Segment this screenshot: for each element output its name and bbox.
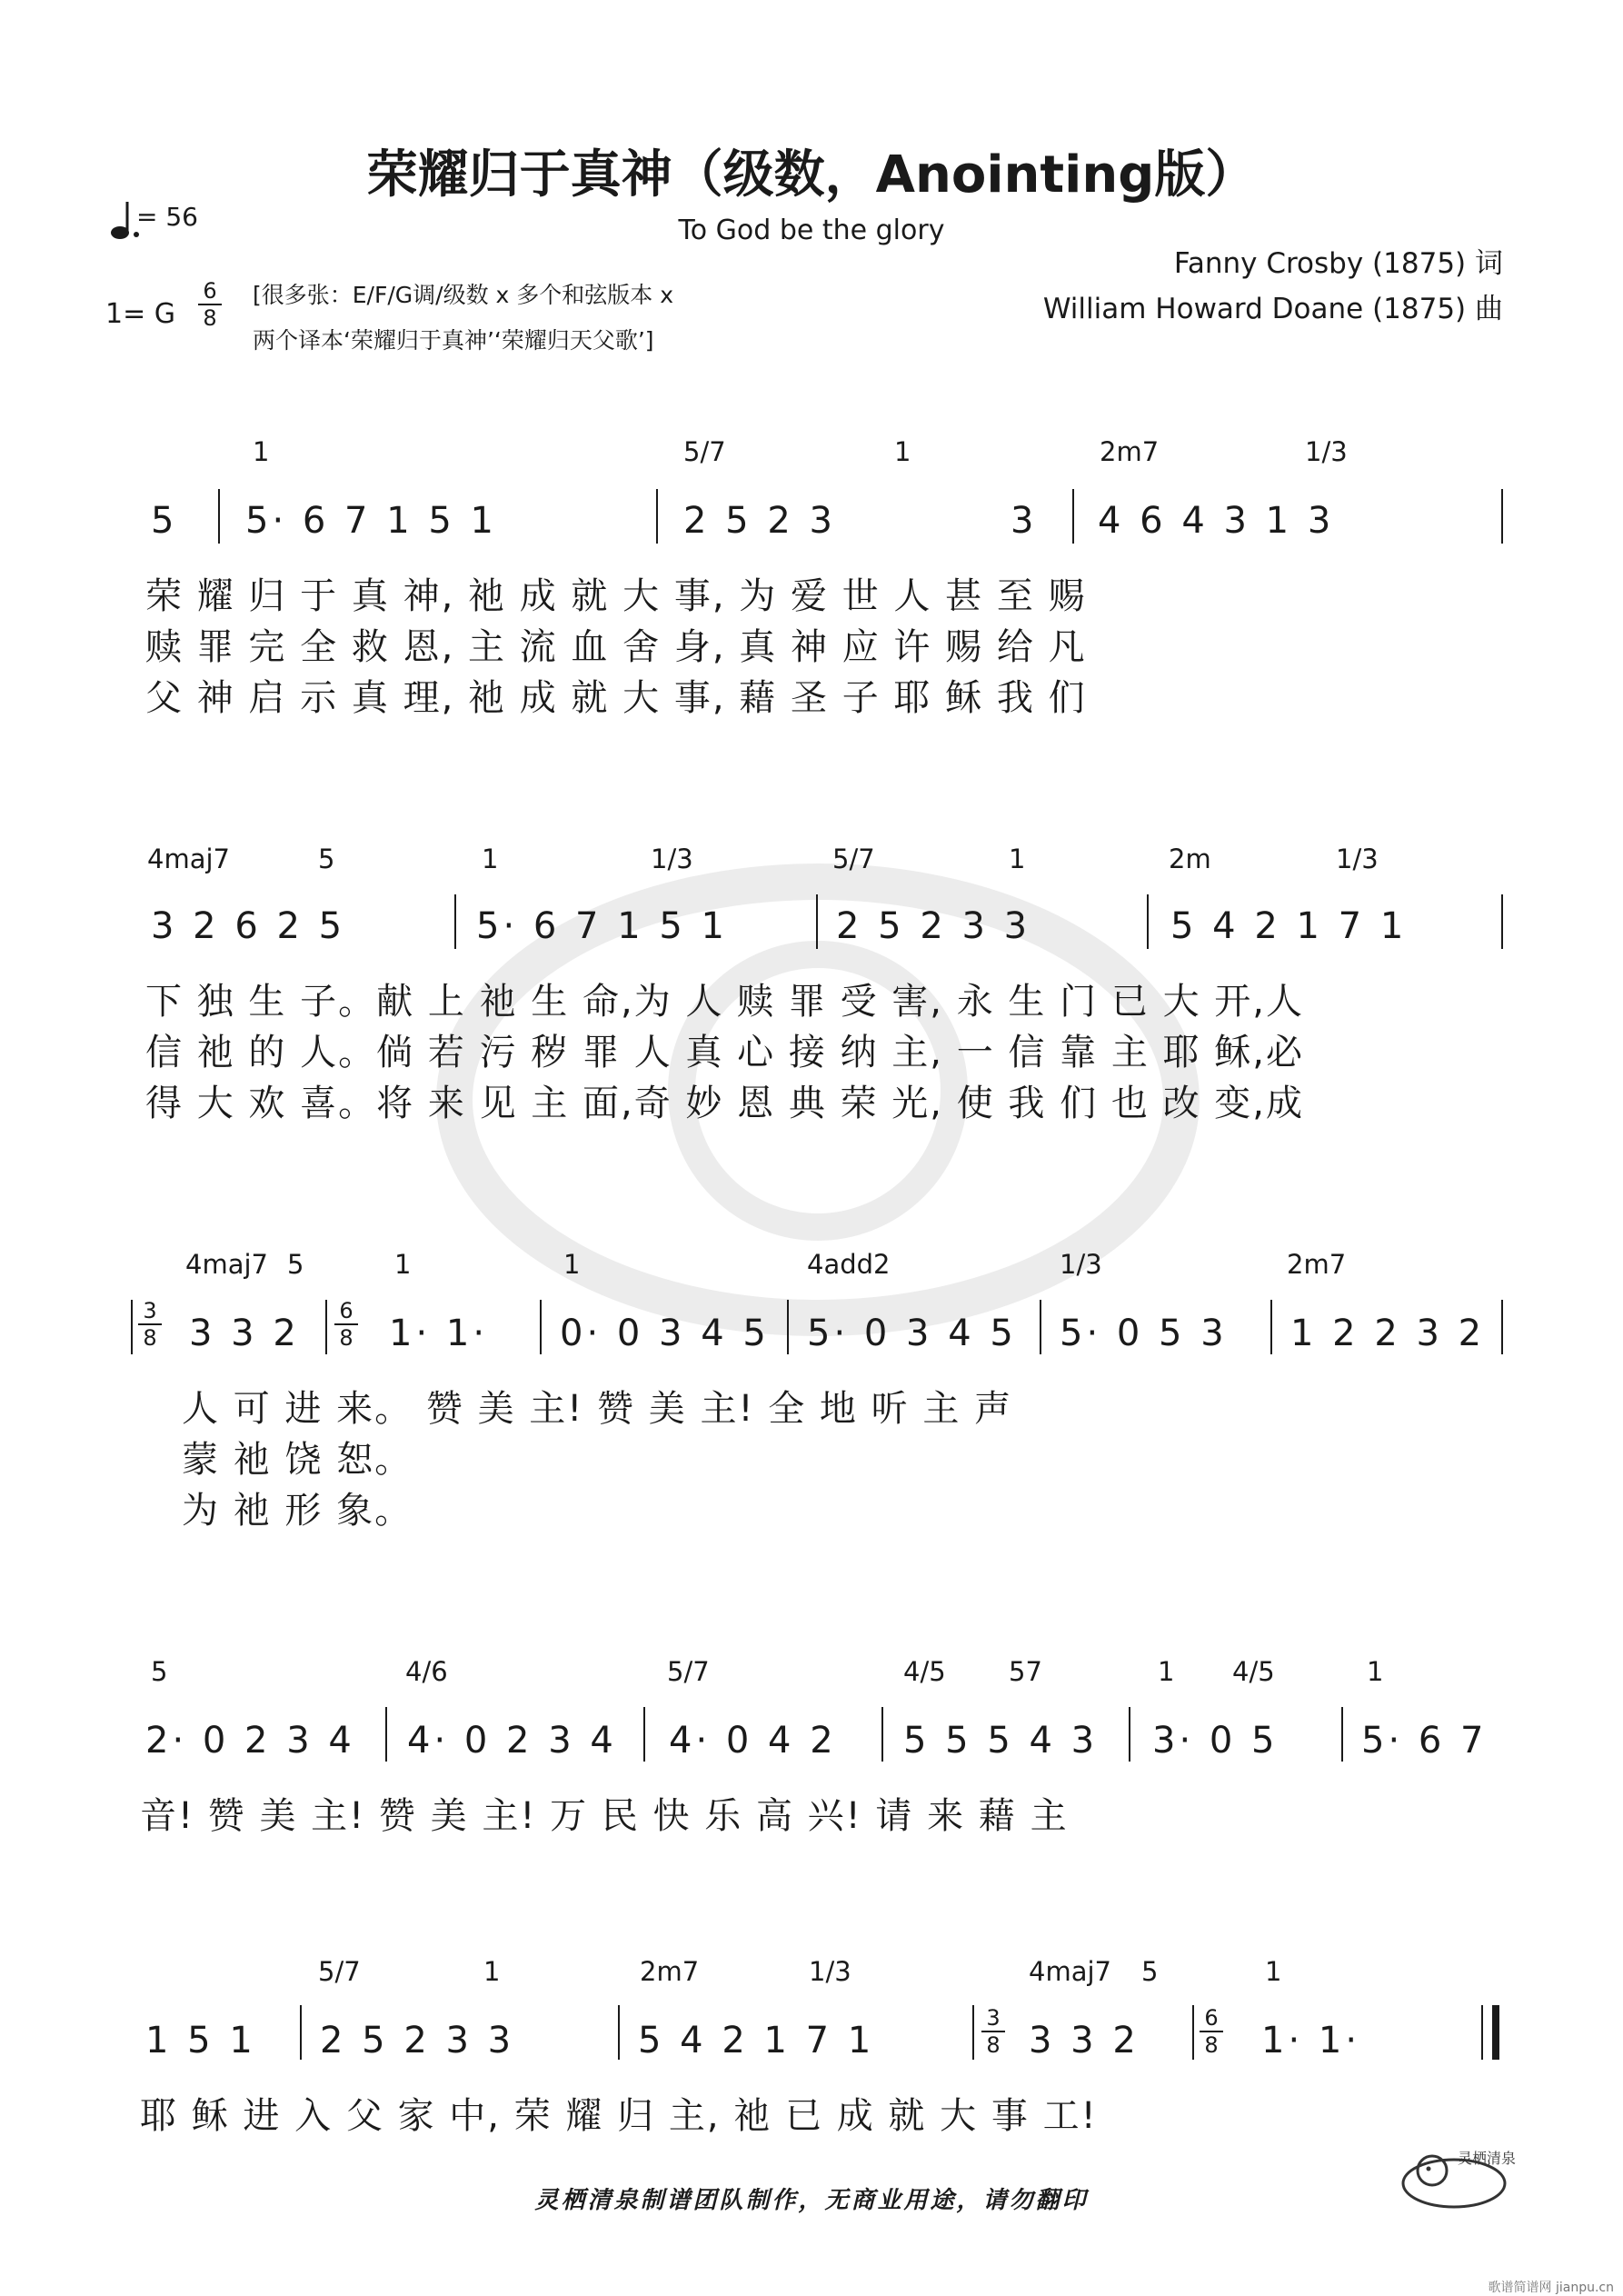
chord: 5/7 — [683, 436, 726, 467]
note-group: 3 — [1011, 500, 1038, 542]
bar-line — [643, 1707, 645, 1762]
lyric-verse-3: 得 大 欢 喜。将 来 见 主 面,奇 妙 恩 典 荣 光, 使 我 们 也 改 变,成 — [145, 1083, 1305, 1124]
chord: 1 — [1009, 844, 1026, 874]
version-note — [253, 273, 673, 364]
time-signature — [138, 1298, 162, 1351]
lyric-verse-3: 父 神 启 示 真 理, 祂 成 就 大 事, 藉 圣 子 耶 稣 我 们 — [145, 677, 1087, 719]
bar-line — [1341, 1707, 1343, 1762]
bar-line — [816, 894, 818, 949]
time-signature-top: 6 — [203, 278, 217, 304]
chord: 1 — [1265, 1956, 1282, 1987]
chord: 1 — [253, 436, 270, 467]
bar-line — [1501, 894, 1503, 949]
chord: 1 — [894, 436, 911, 467]
chord: 57 — [1009, 1656, 1042, 1687]
chord: 1/3 — [1336, 844, 1379, 874]
version-note-line-2: 两个译本‘荣耀归于真神’‘荣耀归天父歌’] — [253, 327, 654, 354]
bar-line — [881, 1707, 883, 1762]
time-signature-bottom: 8 — [1200, 2031, 1223, 2058]
bar-line — [1147, 894, 1149, 949]
footer-credit: 灵栖清泉制谱团队制作，无商业用途，请勿翻印 — [534, 2187, 1089, 2214]
chord: 4maj7 — [147, 844, 230, 874]
lyric-verse-1: 人 可 进 来。 赞 美 主! 赞 美 主! 全 地 听 主 声 — [182, 1388, 1013, 1430]
bar-line — [131, 1300, 133, 1354]
chord: 1/3 — [1060, 1249, 1102, 1280]
note-group: 1 5 1 — [145, 2020, 256, 2061]
lyric-verse-1: 音! 赞 美 主! 赞 美 主! 万 民 快 乐 高 兴! 请 来 藉 主 — [140, 1795, 1069, 1837]
note-group: 5· 6 7 1 5 1 — [245, 500, 497, 542]
sheep-logo-icon — [1381, 2127, 1518, 2218]
chord: 2m7 — [1100, 436, 1160, 467]
lyric-verse-1: 下 独 生 子。献 上 祂 生 命,为 人 赎 罪 受 害, 永 生 门 已 大 开,人 — [145, 981, 1305, 1023]
lyric-verse-2: 信 祂 的 人。倘 若 污 秽 罪 人 真 心 接 纳 主, 一 信 靠 主 耶 稣,必 — [145, 1032, 1305, 1073]
chord: 2m7 — [640, 1956, 700, 1987]
time-signature-bottom: 8 — [334, 1323, 358, 1351]
final-bar-line-thin — [1481, 2005, 1483, 2060]
time-signature — [981, 2005, 1005, 2058]
logo-text: 灵栖清泉 — [1458, 2150, 1517, 2167]
time-signature-bottom: 8 — [138, 1323, 162, 1351]
lyric-verse-1: 荣 耀 归 于 真 神, 祂 成 就 大 事, 为 爱 世 人 甚 至 赐 — [145, 575, 1087, 617]
chord: 1/3 — [809, 1956, 851, 1987]
note-group: 0· 0 3 4 5 — [560, 1313, 770, 1354]
chord: 5 — [318, 844, 335, 874]
note-group: 2 5 2 3 — [683, 500, 836, 542]
note-group: 3 3 2 — [189, 1313, 300, 1354]
song-title: 荣耀归于真神（级数，Anointing版） — [366, 145, 1257, 205]
website-watermark: 歌谱简谱网 jianpu.cn — [1488, 2281, 1614, 2295]
chord: 2m — [1169, 844, 1211, 874]
note-group: 1 2 2 3 2 — [1290, 1313, 1486, 1354]
time-signature-bottom: 8 — [981, 2031, 1005, 2058]
note-group: 5 — [151, 500, 178, 542]
bar-line — [540, 1300, 542, 1354]
bar-line — [1192, 2005, 1194, 2060]
chord: 4/5 — [1232, 1656, 1275, 1687]
chord: 4maj7 — [185, 1249, 268, 1280]
chord: 1 — [1367, 1656, 1384, 1687]
chord: 1 — [394, 1249, 412, 1280]
bar-line — [325, 1300, 327, 1354]
lyric-verse-2: 蒙 祂 饶 恕。 — [182, 1439, 413, 1481]
bar-line — [618, 2005, 620, 2060]
bar-line — [385, 1707, 387, 1762]
bar-line — [1501, 489, 1503, 544]
lyricist-credit: Fanny Crosby (1875) 词 — [1173, 247, 1503, 280]
chord: 1 — [1158, 1656, 1175, 1687]
note-group: 3 3 2 — [1029, 2020, 1140, 2061]
note-group: 4· 0 2 3 4 — [407, 1720, 617, 1762]
bar-line — [1270, 1300, 1272, 1354]
note-group: 4· 0 4 2 — [669, 1720, 837, 1762]
bar-line — [972, 2005, 974, 2060]
time-signature-top: 3 — [143, 1298, 157, 1323]
chord: 1 — [483, 1956, 501, 1987]
key-signature: 1= G — [105, 298, 176, 330]
time-signature — [1200, 2005, 1223, 2058]
note-group: 5· 6 7 1 5 1 — [476, 905, 728, 947]
bar-line — [454, 894, 456, 949]
time-signature-bottom: 8 — [198, 304, 222, 331]
chord: 5/7 — [667, 1656, 710, 1687]
lyric-verse-1: 耶 稣 进 入 父 家 中, 荣 耀 归 主, 祂 已 成 就 大 事 工! — [140, 2095, 1098, 2137]
note-group: 1· 1· — [389, 1313, 489, 1354]
version-note-line-1: [很多张：E/F/G调/级数 x 多个和弦版本 x — [253, 282, 674, 308]
note-group: 4 6 4 3 1 3 — [1098, 500, 1335, 542]
chord: 5/7 — [318, 1956, 361, 1987]
lyric-verse-2: 赎 罪 完 全 救 恩, 主 流 血 舍 身, 真 神 应 许 赐 给 凡 — [145, 626, 1087, 668]
chord: 2m7 — [1287, 1249, 1347, 1280]
chord: 1 — [563, 1249, 581, 1280]
chord: 1/3 — [651, 844, 693, 874]
chord: 1/3 — [1305, 436, 1348, 467]
time-signature-top: 6 — [1204, 2005, 1219, 2031]
bar-line — [1129, 1707, 1130, 1762]
note-group: 5 5 5 4 3 — [903, 1720, 1099, 1762]
note-group: 5· 0 3 4 5 — [807, 1313, 1017, 1354]
time-signature-top: 6 — [339, 1298, 353, 1323]
note-group: 2· 0 2 3 4 — [145, 1720, 355, 1762]
final-bar-line-thick — [1492, 2005, 1499, 2060]
note-group: 3 2 6 2 5 — [151, 905, 346, 947]
note-group: 5 4 2 1 7 1 — [1170, 905, 1408, 947]
tempo-marking: = 56 — [136, 202, 198, 232]
chord: 4/6 — [405, 1656, 448, 1687]
bar-line — [300, 2005, 302, 2060]
note-group: 5 4 2 1 7 1 — [638, 2020, 875, 2061]
bar-line — [1072, 489, 1074, 544]
note-group: 2 5 2 3 3 — [836, 905, 1031, 947]
song-subtitle: To God be the glory — [678, 215, 945, 246]
note-group: 5· 0 5 3 — [1060, 1313, 1228, 1354]
lyric-verse-3: 为 祂 形 象。 — [182, 1490, 413, 1532]
time-signature — [198, 278, 222, 331]
note-group: 1· 1· — [1261, 2020, 1361, 2061]
note-group: 3· 0 5 — [1152, 1720, 1279, 1762]
bar-line — [656, 489, 658, 544]
bar-line — [787, 1300, 789, 1354]
chord: 5 — [287, 1249, 304, 1280]
composer-credit: William Howard Doane (1875) 曲 — [1042, 293, 1503, 325]
note-group: 5· 6 7 — [1361, 1720, 1488, 1762]
note-group: 2 5 2 3 3 — [320, 2020, 515, 2061]
chord: 4maj7 — [1029, 1956, 1111, 1987]
bar-line — [1501, 1300, 1503, 1354]
bar-line — [1040, 1300, 1041, 1354]
time-signature-top: 3 — [986, 2005, 1001, 2031]
bar-line — [218, 489, 220, 544]
chord: 4add2 — [807, 1249, 891, 1280]
chord: 4/5 — [903, 1656, 946, 1687]
time-signature — [334, 1298, 358, 1351]
chord: 5 — [1141, 1956, 1159, 1987]
chord: 5 — [151, 1656, 168, 1687]
chord: 5/7 — [832, 844, 875, 874]
chord: 1 — [482, 844, 499, 874]
